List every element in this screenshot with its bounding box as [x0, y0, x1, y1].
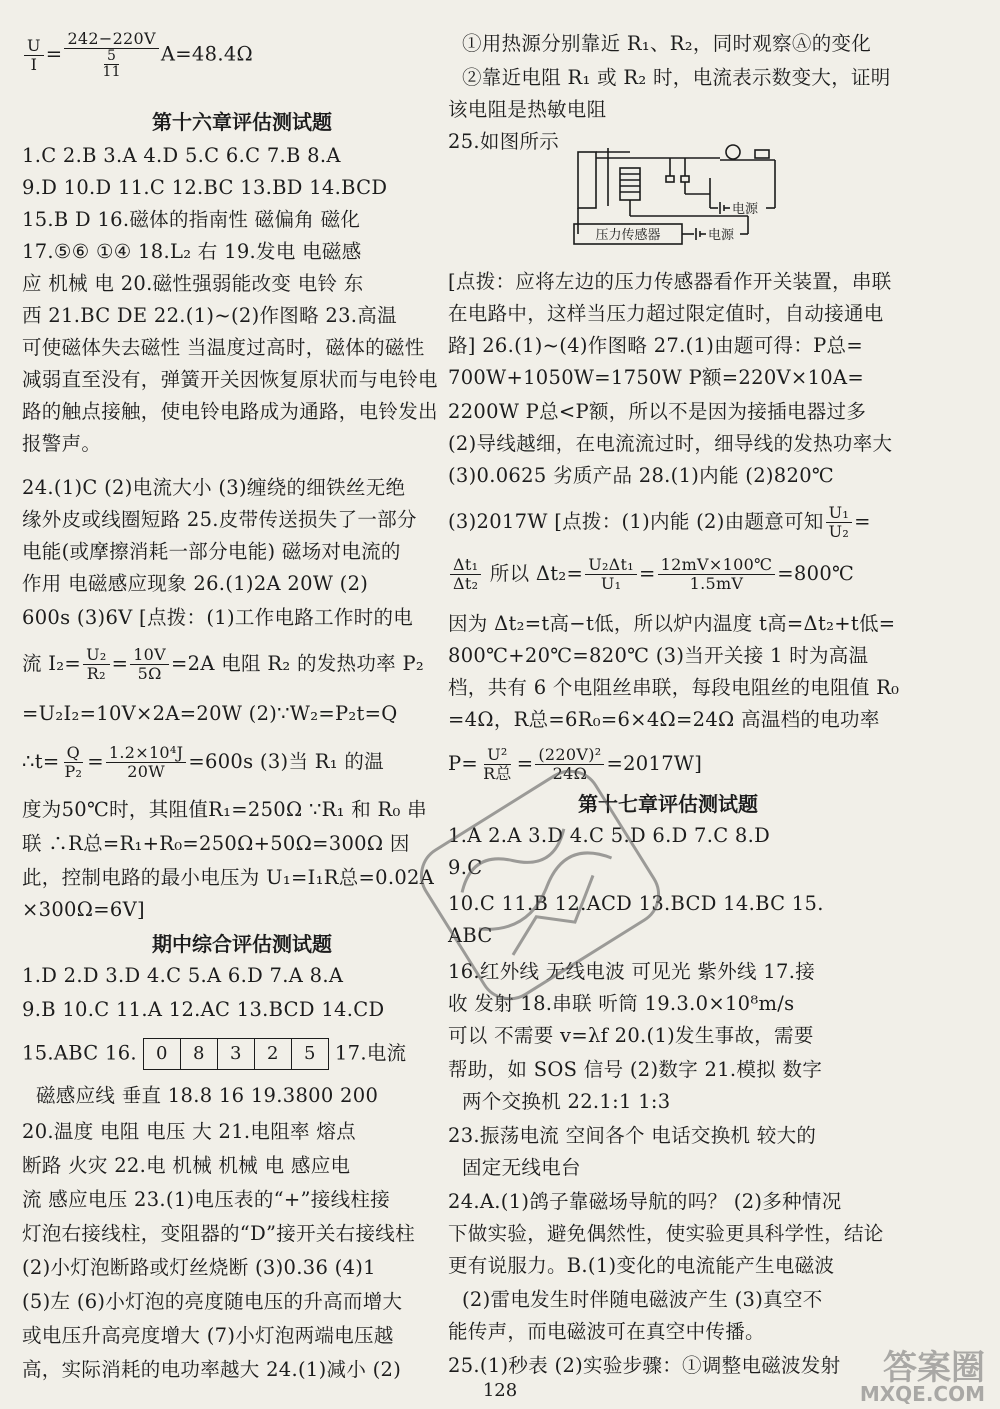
answer-line: 700W+1050W=1750W P额=220V×10A= — [448, 366, 865, 389]
answer-line: 在电路中，这样当压力超过限定值时，自动接通电 — [448, 302, 884, 325]
answer-line: 800℃+20℃=820℃ (3)当开关接 1 时为高温 — [448, 644, 869, 667]
answer-line: 收 发射 18.串联 听筒 19.3.0×10⁸m/s — [448, 992, 795, 1015]
answer-line: 断路 火灾 22.电 机械 机械 电 感应电 — [22, 1154, 351, 1177]
answer-line: 1.C 2.B 3.A 4.D 5.C 6.C 7.B 8.A — [22, 144, 341, 167]
answer-line: (2)导线越细，在电流流过时，细导线的发热功率大 — [448, 432, 893, 455]
answer-line: 25.(1)秒表 (2)实验步骤：①调整电磁波发射 — [448, 1354, 841, 1377]
answer-line: =U₂I₂=10V×2A=20W (2)∵W₂=P₂t=Q — [22, 702, 398, 725]
answer-line: 能传声，而电磁波可在真空中传播。 — [448, 1320, 765, 1343]
answer-line: 因为 Δt₂=t高−t低，所以炉内温度 t高=Δt₂+t低= — [448, 612, 896, 635]
answer-line: 固定无线电台 — [462, 1156, 581, 1179]
lamp-icon — [726, 145, 740, 159]
answer-line: 联 ∴R总=R₁+R₀=250Ω+50Ω=300Ω 因 — [22, 832, 410, 855]
answer-line: 15.B D 16.磁体的指南性 磁偏角 磁化 — [22, 208, 361, 231]
answer-line: 24.(1)C (2)电流大小 (3)缠绕的细铁丝无绝 — [22, 476, 406, 499]
fraction: $\frac{242-220V}{\frac{5}{11}}$ — [64, 30, 158, 80]
section-heading-midterm: 期中综合评估测试题 — [152, 932, 332, 956]
answer-line: 可以 不需要 v=λf 20.(1)发生事故，需要 — [448, 1024, 814, 1047]
answer-line: 档，共有 6 个电阻丝串联，每段电阻丝的电阻值 R₀ — [448, 676, 900, 699]
answer-line: 路的触点接触，使电铃电路成为通路，电铃发出 — [22, 400, 438, 423]
formula-line: 流 I₂= $\frac{\text{U₂}}{\text{R₂}}$ = $\frac{10V}{5\Omega}$ =2A 电阻 R₂ 的发热功率 P₂ — [22, 645, 424, 683]
coil — [620, 168, 640, 200]
answer-line: 度为50℃时，其阻值R₁=250Ω ∵R₁ 和 R₀ 串 — [22, 798, 427, 821]
answer-line: 报警声。 — [22, 432, 102, 455]
answer-line: 或电压升高亮度增大 (7)小灯泡两端电压越 — [22, 1324, 394, 1347]
answer-line: 帮助，如 SOS 信号 (2)数字 21.模拟 数字 — [448, 1058, 823, 1081]
power-label: 电源 — [708, 228, 735, 243]
answer-line: 下做实验，避免偶然性，使实验更具科学性，结论 — [448, 1222, 884, 1245]
answer-line: 更有说服力。B.(1)变化的电流能产生电磁波 — [448, 1254, 835, 1277]
answer-line: 1.A 2.A 3.D 4.C 5.D 6.D 7.C 8.D — [448, 824, 771, 847]
answer-line: 应 机械 电 20.磁性强弱能改变 电铃 东 — [22, 272, 364, 295]
answer-line: =4Ω，R总=6R₀=6×4Ω=24Ω 高温档的电功率 — [448, 708, 880, 731]
answer-line: 25.如图所示 — [448, 130, 560, 153]
answer-line: 23.振荡电流 空间各个 电话交换机 较大的 — [448, 1124, 817, 1147]
answer-line: ①用热源分别靠近 R₁、R₂，同时观察Ⓐ的变化 — [462, 32, 872, 55]
watermark-logo: 答案圈 MXQE.COM — [859, 1348, 985, 1406]
sensor-label: 压力传感器 — [595, 228, 661, 243]
answer-line: (2)雷电发生时伴随电磁波产生 (3)真空不 — [462, 1288, 823, 1311]
page-number: 128 — [482, 1380, 518, 1401]
answer-line: 24.A.(1)鸽子靠磁场导航的吗？ (2)多种情况 — [448, 1190, 842, 1213]
answer-line: (5)左 (6)小灯泡的亮度随电压的升高而增大 — [22, 1290, 403, 1313]
answer-line: (2)小灯泡断路或灯丝烧断 (3)0.36 (4)1 — [22, 1256, 376, 1279]
answer-line: 17.⑤⑥ ①④ 18.L₂ 右 19.发电 电磁感 — [22, 240, 362, 263]
answer-line: 可使磁体失去磁性 当温度过高时，磁体的磁性 — [22, 336, 425, 359]
answer-line: 1.D 2.D 3.D 4.C 5.A 6.D 7.A 8.A — [22, 964, 344, 987]
power-label: 电源 — [732, 202, 759, 217]
answer-line: 电能(或摩擦消耗一部分电能) 磁场对电流的 — [22, 540, 401, 563]
answer-line: 10.C 11.B 12.ACD 13.BCD 14.BC 15. — [448, 892, 824, 915]
answer-line: ×300Ω=6V] — [22, 898, 145, 921]
answer-line: 9.D 10.D 11.C 12.BC 13.BD 14.BCD — [22, 176, 388, 199]
answer-line: 流 感应电压 23.(1)电压表的“+”接线柱接 — [22, 1188, 391, 1211]
answer-line: (3)0.0625 劣质产品 28.(1)内能 (2)820℃ — [448, 464, 835, 487]
answer-line: 20.温度 电阻 电压 大 21.电阻率 熔点 — [22, 1120, 356, 1143]
answer-line: 作用 电磁感应现象 26.(1)2A 20W (2) — [22, 572, 369, 595]
answer-line: [点拨：应将左边的压力传感器看作开关装置，串联 — [448, 270, 892, 293]
answer-line: 该电阻是热敏电阻 — [448, 98, 607, 121]
fraction: $\frac{U}{I}$ — [24, 37, 44, 74]
formula-line: (3)2017W [点拨：(1)内能 (2)由题意可知 $\frac{\text{U₁}}{\text{U₂}}$ = — [448, 503, 871, 541]
answer-line: 2200W P总<P额，所以不是因为接插电器过多 — [448, 400, 867, 423]
digit-boxes: 0 8 3 2 5 — [143, 1038, 329, 1070]
answer-line: 路] 26.(1)~(4)作图略 27.(1)由题可得：P总= — [448, 334, 863, 357]
answer-line: 高，实际消耗的电功率越大 24.(1)减小 (2) — [22, 1358, 402, 1381]
answer-line: 9.B 10.C 11.A 12.AC 13.BCD 14.CD — [22, 998, 385, 1021]
formula-line: $\frac{\text{Δt₁}}{\text{Δt₂}}$ 所以 Δt₂= $\frac{\text{U₂Δt₁}}{\text{U₁}}$ = $\frac{12mV\times 100℃}{1.5mV}$ =800℃ — [448, 556, 854, 593]
formula-line: P= $\frac{\text{U²}}{\text{R总}}$ = $\frac{\text{(220V)²}}{24\Omega}$ =2017W] — [448, 745, 703, 783]
answer-line: 9.C — [448, 856, 483, 879]
answer-line: 缘外皮或线圈短路 25.皮带传送损失了一部分 — [22, 508, 417, 531]
circuit-diagram — [570, 138, 870, 250]
answer-line: 两个交换机 22.1:1 1:3 — [462, 1090, 671, 1113]
answer-line: 此，控制电路的最小电压为 U₁=I₁R总=0.02A — [22, 866, 435, 889]
answer-line: ABC — [448, 924, 493, 947]
answer-line: 16.红外线 无线电波 可见光 紫外线 17.接 — [448, 960, 816, 983]
answer-line: 600s (3)6V [点拨：(1)工作电路工作时的电 — [22, 606, 414, 629]
answer-line: 灯泡右接线柱，变阻器的“D”接开关右接线柱 — [22, 1222, 415, 1245]
answer-line: ②靠近电阻 R₁ 或 R₂ 时，电流表示数变大，证明 — [462, 66, 891, 89]
section-heading-ch16: 第十六章评估测试题 — [152, 110, 332, 134]
section-heading-ch17: 第十七章评估测试题 — [578, 792, 758, 816]
formula-line: ∴t= $\frac{Q}{\text{P₂}}$ = $\frac{\text{1.2×10⁴J}}{20W}$ =600s (3)当 R₁ 的温 — [22, 743, 384, 781]
answer-line: 减弱直至没有，弹簧开关因恢复原状而与电铃电 — [22, 368, 438, 391]
answer-line: 15.ABC 16. 0 8 3 2 5 17.电流 — [22, 1038, 406, 1070]
formula-line: $\frac{U}{I}$ = $\frac{242-220V}{\frac{5}{11}}$ A=48.4Ω — [22, 30, 253, 80]
answer-line: 西 21.BC DE 22.(1)~(2)作图略 23.高温 — [22, 304, 397, 327]
answer-line: 磁感应线 垂直 18.8 16 19.3800 200 — [36, 1084, 379, 1107]
relay-frame — [578, 152, 596, 208]
